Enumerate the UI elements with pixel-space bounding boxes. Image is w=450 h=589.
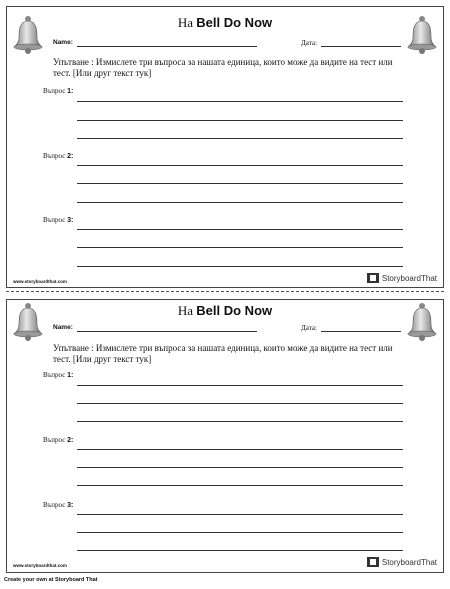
instructions: Упътване : Измислете три въпроса за нашата единица, които може да видите на тест или тест. [Или друг текст тук] (53, 57, 393, 78)
worksheet-title (7, 15, 443, 31)
answer-line[interactable] (77, 229, 403, 230)
date-field[interactable] (321, 331, 401, 332)
answer-line[interactable] (77, 467, 403, 468)
site-url: www.storyboardthat.com (13, 279, 67, 284)
title-bold: Bell Do Now (196, 15, 273, 30)
answer-line[interactable] (77, 550, 403, 551)
storyboardthat-logo-icon (367, 273, 379, 283)
instructions: Упътване : Измислете три въпроса за нашата единица, които може да видите на тест или тест. [Или друг текст тук] (53, 343, 393, 364)
name-label: Name: (53, 39, 73, 46)
worksheet-title (7, 303, 443, 319)
answer-line[interactable] (77, 485, 403, 486)
brand-logo (367, 273, 437, 283)
storyboardthat-logo-icon (367, 557, 379, 567)
answer-line[interactable] (77, 101, 403, 102)
answer-line[interactable] (77, 514, 403, 515)
answer-line[interactable] (77, 403, 403, 404)
answer-line[interactable] (77, 202, 403, 203)
date-field[interactable] (321, 46, 401, 47)
answer-line[interactable] (77, 247, 403, 248)
brand-name: StoryboardThat (381, 273, 437, 283)
answer-line[interactable] (77, 266, 403, 267)
footer-link[interactable]: Create your own at Storyboard That (4, 577, 98, 583)
question-2-label: Въпрос 2: (43, 436, 74, 444)
answer-line[interactable] (77, 532, 403, 533)
question-3-label: Въпрос 3: (43, 216, 74, 224)
brand-name: StoryboardThat (381, 557, 437, 567)
name-field[interactable] (77, 46, 257, 47)
title-prefix: На (177, 15, 194, 30)
title-prefix: На (177, 303, 194, 318)
worksheet-1 (6, 6, 444, 288)
question-1-label: Въпрос 1: (43, 87, 74, 95)
answer-line[interactable] (77, 120, 403, 121)
name-label: Name: (53, 324, 73, 331)
question-3-label: Въпрос 3: (43, 501, 74, 509)
cut-line (6, 291, 444, 292)
name-field[interactable] (77, 331, 257, 332)
answer-line[interactable] (77, 138, 403, 139)
answer-line[interactable] (77, 165, 403, 166)
worksheet-2 (6, 299, 444, 573)
answer-line[interactable] (77, 183, 403, 184)
answer-line[interactable] (77, 449, 403, 450)
brand-logo (367, 557, 437, 567)
title-bold: Bell Do Now (196, 303, 273, 318)
site-url: www.storyboardthat.com (13, 563, 67, 568)
date-label: Дата: (301, 324, 317, 332)
date-label: Дата: (301, 39, 317, 47)
answer-line[interactable] (77, 385, 403, 386)
question-1-label: Въпрос 1: (43, 371, 74, 379)
answer-line[interactable] (77, 421, 403, 422)
question-2-label: Въпрос 2: (43, 152, 74, 160)
